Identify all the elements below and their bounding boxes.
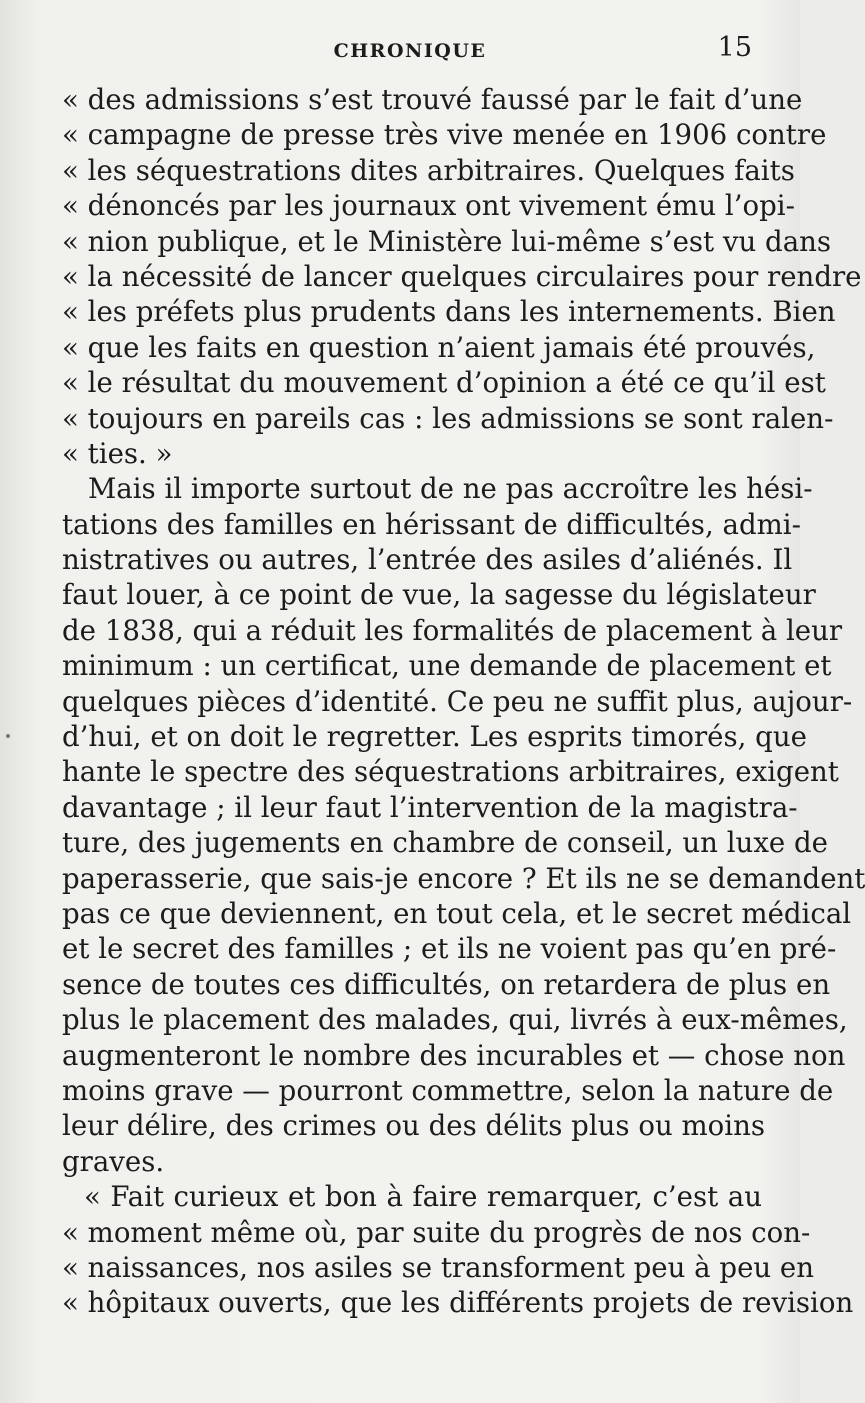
text-line: hante le spectre des séquestrations arbitraires, exigent: [62, 755, 839, 789]
text-line: davantage ; il leur faut l’intervention de la magistra-: [62, 790, 798, 824]
text-line: « les préfets plus prudents dans les internements. Bien: [62, 295, 836, 329]
text-line: « dénoncés par les journaux ont vivement ému l’opi-: [62, 189, 795, 223]
running-head: CHRONIQUE: [333, 40, 487, 62]
paragraph-quote-1: [62, 82, 862, 471]
page-number: 15: [717, 32, 752, 63]
paragraph-quote-2: [62, 1179, 854, 1321]
text-line: d’hui, et on doit le regretter. Les esprits timorés, que: [62, 720, 807, 754]
text-line: « que les faits en question n’aient jamais été prouvés,: [62, 330, 816, 364]
text-line: et le secret des familles ; et ils ne voient pas qu’en pré-: [62, 932, 837, 966]
text-line: Mais il importe surtout de ne pas accroître les hési-: [88, 472, 813, 506]
text-line: « Fait curieux et bon à faire remarquer, c’est au: [84, 1180, 762, 1214]
text-line: tations des familles en hérissant de difficultés, admi-: [62, 507, 801, 541]
text-line: « moment même où, par suite du progrès de nos con-: [62, 1215, 811, 1249]
text-line: ture, des jugements en chambre de conseil, un luxe de: [62, 826, 828, 860]
text-line: « hôpitaux ouverts, que les différents projets de revision: [62, 1286, 854, 1320]
margin-speck: [6, 734, 10, 738]
text-line: « des admissions s’est trouvé faussé par le fait d’une: [62, 83, 803, 116]
page-header: [60, 30, 760, 70]
text-line: « nion publique, et le Ministère lui-même s’est vu dans: [62, 224, 832, 258]
text-line: paperasserie, que sais-je encore ? Et ils ne se demandent: [62, 861, 865, 895]
text-line: augmenteront le nombre des incurables et — chose non: [62, 1038, 846, 1072]
text-line: « ties. »: [62, 436, 173, 470]
text-line: « les séquestrations dites arbitraires. Quelques faits: [62, 153, 795, 187]
text-line: « naissances, nos asiles se transforment peu à peu en: [62, 1250, 815, 1284]
text-line: « campagne de presse très vive menée en 1906 contre: [62, 118, 827, 152]
text-line: faut louer, à ce point de vue, la sagesse du législateur: [62, 578, 816, 612]
text-line: nistratives ou autres, l’entrée des asiles d’aliénés. Il: [62, 543, 793, 577]
text-line: « le résultat du mouvement d’opinion a été ce qu’il est: [62, 366, 826, 400]
text-line: pas ce que deviennent, en tout cela, et le secret médical: [62, 896, 852, 930]
text-line: de 1838, qui a réduit les formalités de placement à leur: [62, 613, 843, 647]
text-line: leur délire, des crimes ou des délits plus ou moins: [62, 1109, 766, 1143]
text-line: moins grave — pourront commettre, selon la nature de: [62, 1073, 834, 1107]
text-line: plus le placement des malades, qui, livrés à eux-mêmes,: [62, 1003, 848, 1037]
text-line: graves.: [62, 1144, 165, 1178]
text-line: sence de toutes ces difficultés, on retardera de plus en: [62, 967, 831, 1001]
text-line: quelques pièces d’identité. Ce peu ne suffit plus, aujour-: [62, 684, 853, 718]
paragraph-main: [62, 471, 865, 1179]
text-line: minimum : un certificat, une demande de placement et: [62, 649, 832, 683]
text-line: « toujours en pareils cas : les admissions se sont ralen-: [62, 401, 834, 435]
text-line: « la nécessité de lancer quelques circulaires pour rendre: [62, 259, 862, 293]
body-text: [62, 82, 865, 1321]
